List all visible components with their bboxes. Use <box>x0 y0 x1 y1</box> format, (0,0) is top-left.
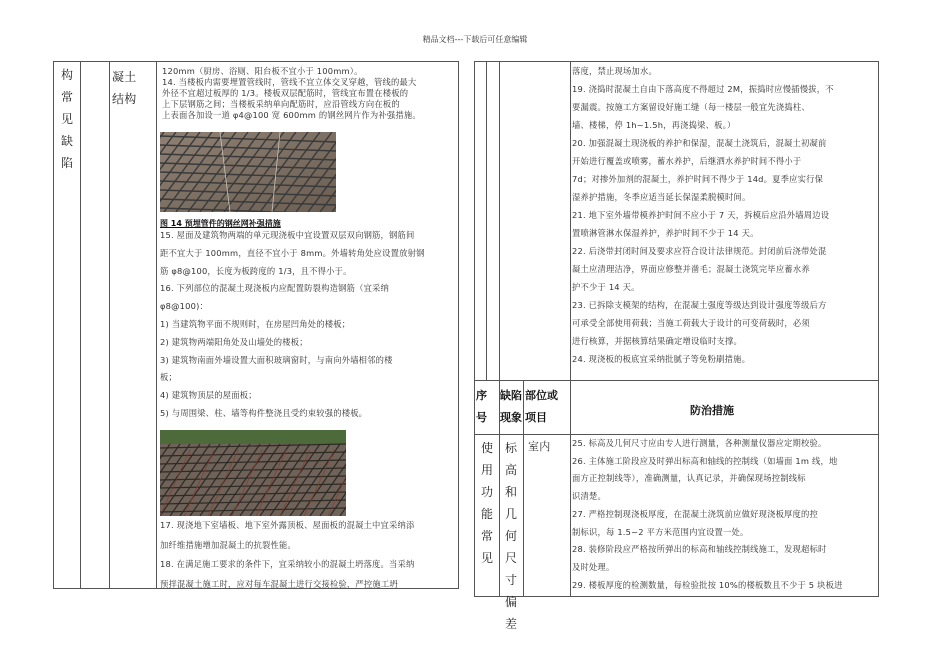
header-part <box>525 385 569 429</box>
text-line: 2) 建筑物两端阳角处及山墙处的楼板； <box>160 336 308 347</box>
text-line: 4) 建筑物顶层的屋面板； <box>160 390 257 401</box>
text-line: 置喷淋管淋水保湿养护，养护时间不少于 14 天。 <box>572 228 759 238</box>
text-line: 面方正控制线等），准确测量，认真记录，并确保现场控制线标 <box>572 473 806 484</box>
text-line: 3) 建筑物南面外墙设置大面积玻璃窗时，与南向外墙相邻的楼 <box>160 354 393 365</box>
text-line: 制标识，每 1.5~2 平方米范围内宜设置一处。 <box>572 526 749 537</box>
text-line: 板； <box>160 372 177 383</box>
text-line: 距不宜大于 100mm，直径不宜小于 8mm。外墙转角处应设置放射钢 <box>160 247 425 258</box>
text-line: 26. 主体施工阶段应及时弹出标高和轴线的控制线（如墙面 1m 线，地 <box>572 455 838 466</box>
left-category-label <box>54 64 80 174</box>
rebar-floor-photo <box>160 430 346 516</box>
text-line: 要漏震。按施工方案留设好施工缝（每一楼层一般宜先浇捣柱、 <box>572 102 810 112</box>
vertical-char: 能 <box>480 507 493 521</box>
text-line: 19. 浇捣时混凝土自由下落高度不得超过 2M，振捣时应慢插慢拔，不 <box>572 84 834 94</box>
text-line: 墙、楼梯，停 1h~1.5h，再浇捣梁、板。） <box>572 120 736 130</box>
header-line: 部位或 <box>525 389 558 402</box>
vertical-char: 高 <box>504 463 517 477</box>
vertical-char: 差 <box>504 617 517 631</box>
text-line: 15. 屋面及建筑物两端的单元现浇板中宜设置双层双向钢筋，钢筋间 <box>160 230 415 240</box>
text-line: φ8@100)： <box>160 301 209 312</box>
text-line: 可承受全部使用荷载；当施工荷载大于设计的可变荷载时，必须 <box>572 318 810 328</box>
vertical-char: 缺 <box>60 134 73 148</box>
text-line: 凝土应清理洁净，界面应修整并凿毛；混凝土浇筑完毕应蓄水养 <box>572 264 810 274</box>
text-line: 1) 当建筑物平面不规则时，在房屋凹角处的楼板； <box>160 319 351 329</box>
text-line: 17. 现浇地下室墙板、地下室外露顶板、屋面板的混凝土中宜采纳添 <box>160 520 415 530</box>
header-line: 号 <box>476 411 487 424</box>
vertical-char: 寸 <box>504 573 517 587</box>
text-line: 14. 当楼板内需要埋置管线时，管线不宜立体交叉穿越，管线的最大 <box>162 77 417 87</box>
header-line: 现象 <box>500 411 522 424</box>
vertical-char: 见 <box>60 112 73 126</box>
vertical-char: 标 <box>504 441 517 455</box>
vertical-char: 几 <box>504 507 517 521</box>
text-line: 进行核算，并据核算结果确定增设临时支撑。 <box>572 336 742 346</box>
vertical-char: 见 <box>480 551 493 565</box>
vertical-char: 何 <box>504 529 517 543</box>
vertical-char: 和 <box>504 485 517 499</box>
text-line: 开始进行覆盖或喷雾，蓄水养护，后继洒水养护时间不得小于 <box>572 156 802 166</box>
text-line: 29. 楼板厚度的检测数量，每检验批按 10%的楼板数且不少于 5 块板进 <box>572 579 843 590</box>
right-defect-label <box>498 437 524 635</box>
text-line: 25. 标高及几何尺寸应由专人进行测量，各种测量仪器应定期校验。 <box>572 438 827 448</box>
vertical-char: 构 <box>60 68 73 82</box>
figure-caption: 图 14 预埋管件的钢丝网补强措施 <box>160 219 281 228</box>
vertical-char: 用 <box>480 463 493 477</box>
right-part-label: 室内 <box>528 440 551 453</box>
text-line: 21. 地下室外墙带模养护时间不应小于 7 天，拆模后应沿外墙周边设 <box>572 210 830 220</box>
text-line: 18. 在满足施工要求的条件下，宜采纳较小的混凝土坍落度。当采纳 <box>160 559 415 569</box>
text-line: 筋 φ8@100，长度为板跨度的 1/3，且不得小于。 <box>160 265 352 276</box>
text-line: 20. 加强混凝土现浇板的养护和保湿，混凝土浇筑后，混凝土初凝前 <box>572 138 827 148</box>
vertical-char: 常 <box>60 90 73 104</box>
header-line: 缺陷 <box>500 389 522 402</box>
text-line: 上表面各加设一道 φ4@100 宽 600mm 的钢丝网片作为补强措施。 <box>162 110 421 120</box>
text-line: 28. 装修阶段应严格按所弹出的标高和轴线控制线施工，发现超标时 <box>572 544 827 555</box>
vertical-char: 功 <box>480 485 493 499</box>
header-defect <box>500 385 522 429</box>
text-line: 护不少于 14 天。 <box>572 282 640 292</box>
text-line: 27. 严格控制现浇板厚度，在混凝土浇筑前应做好现浇板厚度的控 <box>572 508 819 519</box>
vertical-char: 陷 <box>60 156 73 170</box>
text-line: 及时处理。 <box>572 561 615 572</box>
vertical-char: 尺 <box>504 551 517 565</box>
steel-mesh-photo <box>160 132 336 212</box>
vertical-char: 常 <box>480 529 493 543</box>
text-line: 120mm（厨房、浴厕、阳台板不宜小于 100mm）。 <box>162 66 363 76</box>
header-line: 项目 <box>525 411 547 424</box>
text-line: 23. 已拆除支模架的结构，在混凝土强度等级达到设计强度等级后方 <box>572 300 827 310</box>
text-line: 7d；对掺外加剂的混凝土，养护时间不得少于 14d。夏季应实行保 <box>572 174 824 184</box>
text-line: 22. 后浇带封闭时间及要求应符合设计法律规范。封闭前后浇带处混 <box>572 246 827 256</box>
text-line: 16. 下列部位的混凝土现浇板内应配置防裂构造钢筋（宜采纳 <box>160 283 390 294</box>
text-line: 上下层钢筋之间；当楼板采纳单向配筋时，应沿管线方向在板的 <box>162 99 400 109</box>
header-line: 序 <box>476 389 487 402</box>
text-line: 外径不宜超过板厚的 1/3。楼板双层配筋时，管线宜布置在楼板的 <box>162 88 409 98</box>
text-line: 加纤维措施增加混凝土的抗裂性能。 <box>160 539 296 550</box>
page-header: 精品文档---下载后可任意编辑 <box>422 35 528 44</box>
text-line: 预拌混凝土施工时，应对每车混凝土进行交接检验，严控施工坍 <box>160 578 398 589</box>
text-line: 5) 与周围梁、柱、墙等构件整浇且受约束较强的楼板。 <box>160 408 368 418</box>
header-seq <box>476 385 496 429</box>
header-measures: 防治措施 <box>690 404 734 417</box>
text-line: 落度，禁止现场加水。 <box>572 66 657 76</box>
vertical-char: 偏 <box>504 595 517 609</box>
vertical-char: 使 <box>480 441 493 455</box>
text-line: 识清楚。 <box>572 491 606 502</box>
text-line: 湿养护措施，冬季应适当延长保湿柔脱模时间。 <box>572 192 751 202</box>
left-subcategory-label: 凝土结构 <box>112 70 137 106</box>
text-line: 24. 现浇板的板底宜采纳批腻子等免粉刷措施。 <box>572 354 751 364</box>
right-category-label <box>474 437 500 569</box>
